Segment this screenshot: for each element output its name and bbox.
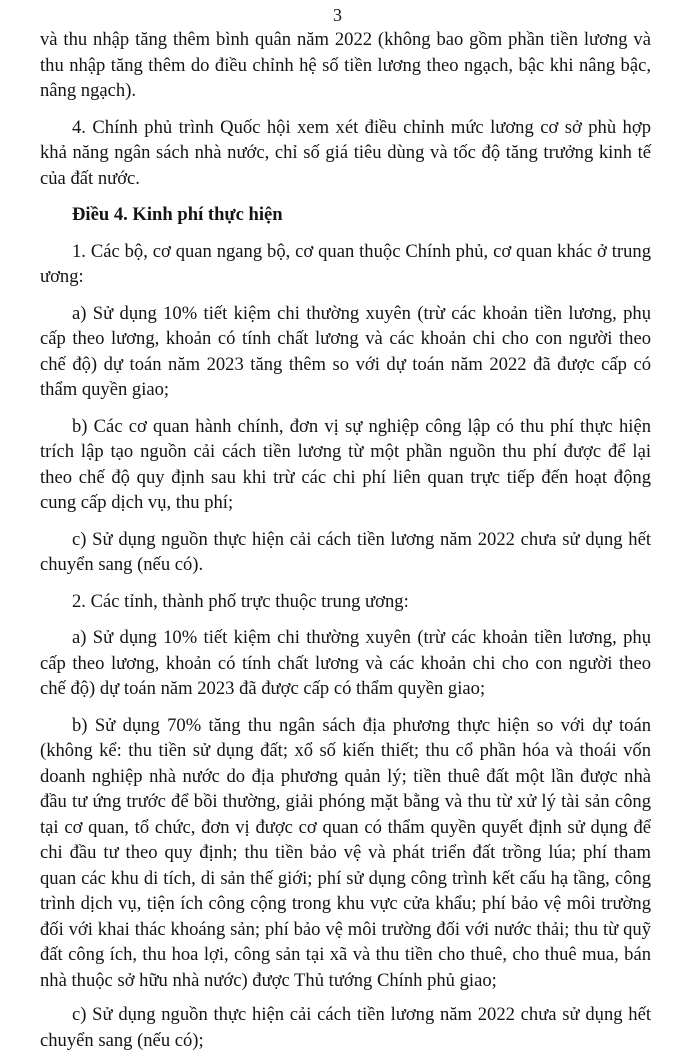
paragraph-clause-1: 1. Các bộ, cơ quan ngang bộ, cơ quan thuộc Chính phủ, cơ quan khác ở trung ương:	[40, 240, 651, 287]
paragraph-clause-1a: a) Sử dụng 10% tiết kiệm chi thường xuyên (trừ các khoản tiền lương, phụ cấp theo lương, khoản có tính chất lương và các khoản chi cho con người theo chế độ) dự toán năm 2023 tăng thêm so với dự toán năm 2022 đã được cấp có thẩm quyền giao;	[40, 302, 651, 400]
document-body	[40, 27, 651, 1064]
article-4-heading: Điều 4. Kinh phí thực hiện	[72, 204, 283, 225]
paragraph-clause-2a: a) Sử dụng 10% tiết kiệm chi thường xuyên (trừ các khoản tiền lương, phụ cấp theo lương, khoản có tính chất lương và các khoản chi cho con người theo chế độ) dự toán năm 2023 đã được cấp có thẩm quyền giao;	[40, 627, 651, 699]
paragraph-continuation: và thu nhập tăng thêm bình quân năm 2022 (không bao gồm phần tiền lương và thu nhập tăng thêm do điều chỉnh hệ số tiền lương theo ngạch, bậc khi nâng bậc, nâng ngạch).	[40, 29, 651, 101]
paragraph-clause-1c: c) Sử dụng nguồn thực hiện cải cách tiền lương năm 2022 chưa sử dụng hết chuyển sang (nếu có).	[40, 528, 651, 575]
paragraph-clause-1b: b) Các cơ quan hành chính, đơn vị sự nghiệp công lập có thu phí thực hiện trích lập tạo nguồn cải cách tiền lương từ một phần nguồn thu phí được để lại theo chế độ quy định sau khi trừ các chi phí liên quan trực tiếp đến hoạt động cung cấp dịch vụ, thu phí;	[40, 415, 651, 513]
paragraph-item-4: 4. Chính phủ trình Quốc hội xem xét điều chỉnh mức lương cơ sở phù hợp khả năng ngân sách nhà nước, chỉ số giá tiêu dùng và tốc độ tăng trưởng kinh tế của đất nước.	[40, 116, 651, 189]
page-number: 3	[333, 5, 342, 25]
paragraph-clause-2c: c) Sử dụng nguồn thực hiện cải cách tiền lương năm 2022 chưa sử dụng hết chuyển sang (nếu có);	[40, 1004, 651, 1051]
paragraph-clause-2: 2. Các tỉnh, thành phố trực thuộc trung ương:	[72, 590, 409, 612]
paragraph-clause-2b: b) Sử dụng 70% tăng thu ngân sách địa phương thực hiện so với dự toán (không kể: thu tiền sử dụng đất; xổ số kiến thiết; thu cổ phần hóa và thoái vốn doanh nghiệp nhà nước do địa phương quản lý; tiền thuê đất một lần được nhà đầu tư ứng trước để bồi thường, giải phóng mặt bằng và thu từ xử lý tài sản công tại cơ quan, tổ chức, đơn vị được cơ quan có thẩm quyền quyết định sử dụng để chi đầu tư theo quy định; thu tiền bảo vệ và phát triển đất trồng lúa; phí tham quan các khu di tích, di sản thế giới; phí sử dụng công trình kết cấu hạ tầng, công trình dịch vụ, tiện ích công cộng trong khu vực cửa khẩu; phí bảo vệ môi trường đối với khai thác khoáng sản; phí bảo vệ môi trường đối với nước thải; thu từ quỹ đất công ích, thu hoa lợi, công sản tại xã và thu tiền cho thuê, cho thuê mua, bán nhà thuộc sở hữu nhà nước) được Thủ tướng Chính phủ giao;	[40, 714, 651, 991]
